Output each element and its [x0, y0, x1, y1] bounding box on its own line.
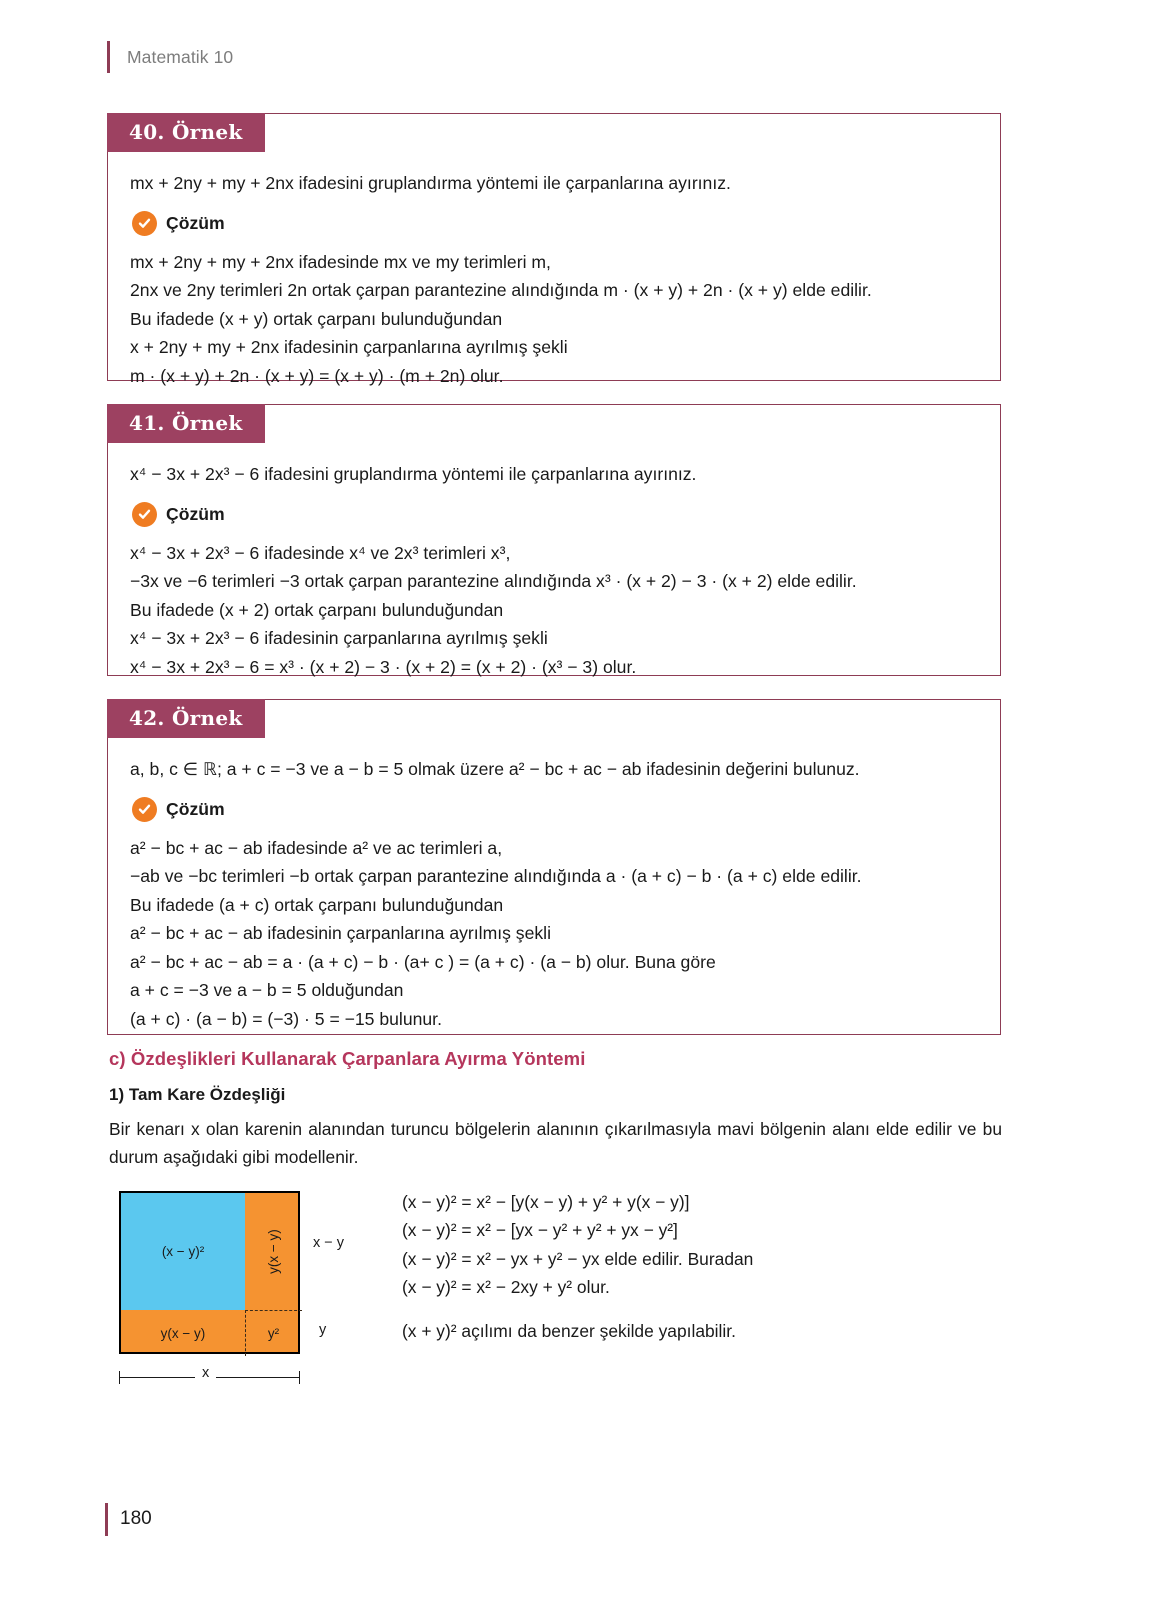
- figure-dimension-x-cap-left: [119, 1371, 120, 1384]
- equation-line: (x − y)² = x² − 2xy + y² olur.: [402, 1277, 610, 1298]
- solution-header: [132, 502, 978, 527]
- equation-line: (x − y)² = x² − yx + y² − yx elde edilir. Buradan: [402, 1248, 754, 1269]
- solution-header: [132, 211, 978, 236]
- check-circle-icon: [132, 211, 157, 236]
- section-heading: c) Özdeşlikleri Kullanarak Çarpanlara Ayırma Yöntemi: [109, 1048, 586, 1069]
- equation-line: (x − y)² = x² − [y(x − y) + y² + y(x − y)]: [402, 1192, 690, 1212]
- example-body: [108, 405, 1000, 699]
- figure-bottom-strip-label: y(x − y): [160, 1325, 206, 1341]
- figure-dashed-vertical: [245, 1310, 246, 1356]
- solution-line: Bu ifadede (x + 2) ortak çarpanı bulunduğundan: [130, 599, 504, 620]
- section-paragraph: Bir kenarı x olan karenin alanından turuncu bölgelerin alanının çıkarılmasıyla mavi bölgenin alanı elde edilir ve bu durum aşağıdaki gibi modellenir.: [109, 1119, 1002, 1167]
- header-title: Matematik 10: [127, 46, 234, 67]
- solution-label: Çözüm: [166, 798, 225, 819]
- example-question: x⁴ − 3x + 2x³ − 6 ifadesini gruplandırma yöntemi ile çarpanlarına ayırınız.: [130, 464, 697, 484]
- check-circle-icon: [132, 797, 157, 822]
- solution-line: −ab ve −bc terimleri −b ortak çarpan parantezine alındığında a · (a + c) − b · (a + c) elde edilir.: [130, 866, 862, 887]
- identity-derivation: [402, 1188, 962, 1346]
- solution-line: m · (x + y) + 2n · (x + y) = (x + y) · (m + 2n) olur.: [130, 365, 504, 386]
- example-question: a, b, c ∈ ℝ; a + c = −3 ve a − b = 5 olmak üzere a² − bc + ac − ab ifadesinin değerini bulunuz.: [130, 759, 860, 779]
- solution-line: a² − bc + ac − ab ifadesinde a² ve ac terimleri a,: [130, 837, 503, 858]
- example-question: mx + 2ny + my + 2nx ifadesini gruplandırma yöntemi ile çarpanlarına ayırınız.: [130, 173, 731, 193]
- solution-line: mx + 2ny + my + 2nx ifadesinde mx ve my terimleri m,: [130, 251, 551, 272]
- figure-square: [119, 1191, 300, 1354]
- example-body: [108, 114, 1000, 408]
- solution-line: −3x ve −6 terimleri −3 ortak çarpan parantezine alındığında x³ · (x + 2) − 3 · (x + 2) elde edilir.: [130, 571, 857, 592]
- solution-line: 2nx ve 2ny terimleri 2n ortak çarpan parantezine alındığında m · (x + y) + 2n · (x + y) elde edilir.: [130, 280, 872, 301]
- solution-label: Çözüm: [166, 503, 225, 524]
- example-body: [108, 700, 1000, 1051]
- example-box-40: [107, 113, 1001, 386]
- equation-line: (x − y)² = x² − [yx − y² + y² + yx − y²]: [402, 1220, 678, 1241]
- solution-header: [132, 797, 978, 822]
- example-box-42: [107, 699, 1001, 1035]
- figure-dimension-y: y: [319, 1322, 327, 1338]
- solution-line: a² − bc + ac − ab ifadesinin çarpanlarına ayrılmış şekli: [130, 923, 551, 944]
- figure-dashed-horizontal: [245, 1310, 302, 1311]
- example-tab-label: 41. Örnek: [107, 404, 265, 443]
- solution-line: x⁴ − 3x + 2x³ − 6 ifadesinde x⁴ ve 2x³ terimleri x³,: [130, 542, 511, 563]
- page-footer: [105, 1502, 152, 1536]
- equation-note: (x + y)² açılımı da benzer şekilde yapılabilir.: [402, 1321, 736, 1342]
- solution-line: Bu ifadede (x + y) ortak çarpanı bulunduğundan: [130, 308, 503, 329]
- figure-right-strip-text: y(x − y): [265, 1229, 281, 1274]
- example-tab-label: 40. Örnek: [107, 113, 265, 152]
- section-subheading: 1) Tam Kare Özdeşliği: [109, 1085, 286, 1104]
- figure-dimension-x-bar: [119, 1365, 300, 1385]
- running-header: [107, 40, 233, 74]
- solution-label: Çözüm: [166, 212, 225, 233]
- square-identity-figure: [119, 1191, 369, 1397]
- figure-blue-label: (x − y)²: [161, 1244, 205, 1259]
- figure-dimension-x-label: x: [195, 1365, 216, 1381]
- example-box-41: [107, 404, 1001, 676]
- example-tab-label: 42. Örnek: [107, 699, 265, 738]
- solution-line: x⁴ − 3x + 2x³ − 6 = x³ · (x + 2) − 3 · (x + 2) = (x + 2) · (x³ − 3) olur.: [130, 656, 637, 677]
- solution-line: (a + c) · (a − b) = (−3) · 5 = −15 bulunur.: [130, 1008, 442, 1029]
- solution-line: Bu ifadede (a + c) ortak çarpanı bulunduğundan: [130, 894, 504, 915]
- solution-line: a + c = −3 ve a − b = 5 olduğundan: [130, 980, 404, 1001]
- solution-line: a² − bc + ac − ab = a · (a + c) − b · (a+ c ) = (a + c) · (a − b) olur. Buna göre: [130, 951, 716, 972]
- figure-right-strip-label: [245, 1193, 302, 1310]
- solution-line: x + 2ny + my + 2nx ifadesinin çarpanlarına ayrılmış şekli: [130, 337, 568, 358]
- figure-dimension-x-minus-y: x − y: [313, 1235, 345, 1251]
- page-number: 180: [120, 1508, 152, 1529]
- solution-line: x⁴ − 3x + 2x³ − 6 ifadesinin çarpanlarına ayrılmış şekli: [130, 628, 548, 649]
- header-accent-rule: [107, 41, 110, 73]
- footer-accent-rule: [105, 1503, 108, 1536]
- figure-corner-label: y²: [267, 1325, 280, 1341]
- figure-dimension-x-cap-right: [299, 1371, 300, 1384]
- check-circle-icon: [132, 502, 157, 527]
